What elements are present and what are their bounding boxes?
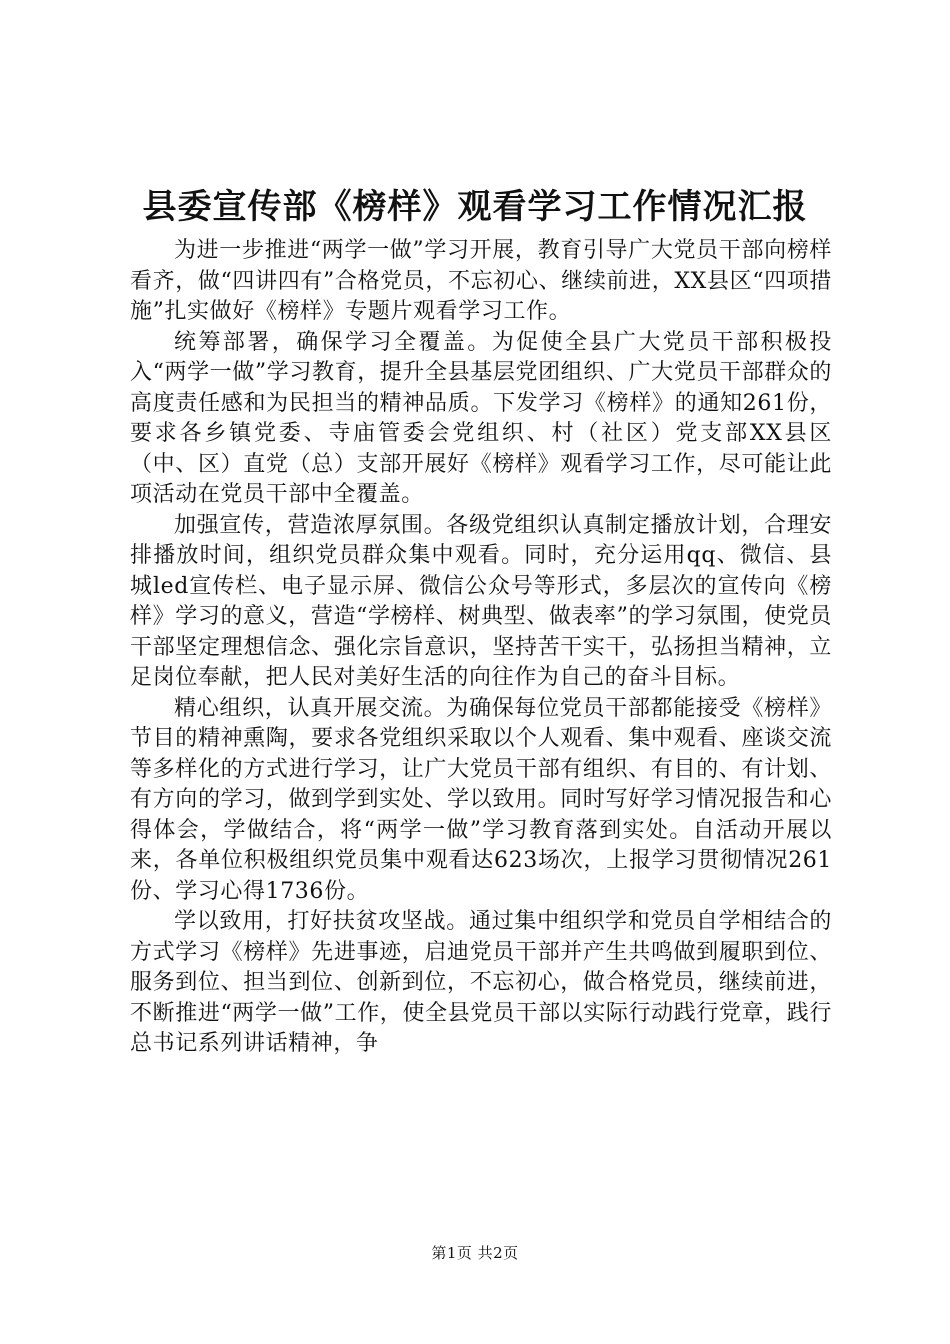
paragraph-application: 学以致用，打好扶贫攻坚战。通过集中组织学和党员自学相结合的方式学习《榜样》先进事迹，启迪党员干部并产生共鸣做到履职到位、服务到位、担当到位、创新到位，不忘初心，做合格党员，继续前进，不断推进“两学一做”工作，使全县党员干部以实际行动践行党章，践行总书记系列讲话精神，争 (130, 909, 832, 1056)
paragraph-publicity: 加强宣传，营造浓厚氛围。各级党组织认真制定播放计划，合理安排播放时间，组织党员群众集中观看。同时，充分运用qq、微信、县城led宣传栏、电子显示屏、微信公众号等形式，多层次的宣传向《榜样》学习的意义，营造“学榜样、树典型、做表率”的学习氛围，使党员干部坚定理想信念、强化宗旨意识，坚持苦干实干，弘扬担当精神，立足岗位奉献，把人民对美好生活的向往作为自己的奋斗目标。 (130, 512, 832, 690)
document-title: 县委宣传部《榜样》观看学习工作情况汇报 (142, 187, 808, 227)
page-footer: 第1页 共2页 (431, 1244, 519, 1262)
document-body (130, 236, 832, 1060)
paragraph-intro: 为进一步推进“两学一做”学习开展，教育引导广大党员干部向榜样看齐，做“四讲四有”合格党员，不忘初心、继续前进，XX县区“四项措施”扎实做好《榜样》专题片观看学习工作。 (130, 238, 832, 324)
paragraph-deployment: 统筹部署，确保学习全覆盖。为促使全县广大党员干部积极投入“两学一做”学习教育，提升全县基层党团组织、广大党员干部群众的高度责任感和为民担当的精神品质。下发学习《榜样》的通知261份，要求各乡镇党委、寺庙管委会党组织、村（社区）党支部XX县区（中、区）直党（总）支部开展好《榜样》观看学习工作，尽可能让此项活动在党员干部中全覆盖。 (130, 329, 832, 507)
paragraph-organization: 精心组织，认真开展交流。为确保每位党员干部都能接受《榜样》节目的精神熏陶，要求各党组织采取以个人观看、集中观看、座谈交流等多样化的方式进行学习，让广大党员干部有组织、有目的、有计划、有方向的学习，做到学到实处、学以致用。同时写好学习情况报告和心得体会，学做结合，将“两学一做”学习教育落到实处。自活动开展以来，各单位积极组织党员集中观看达623场次，上报学习贯彻情况261份、学习心得1736份。 (130, 695, 832, 904)
